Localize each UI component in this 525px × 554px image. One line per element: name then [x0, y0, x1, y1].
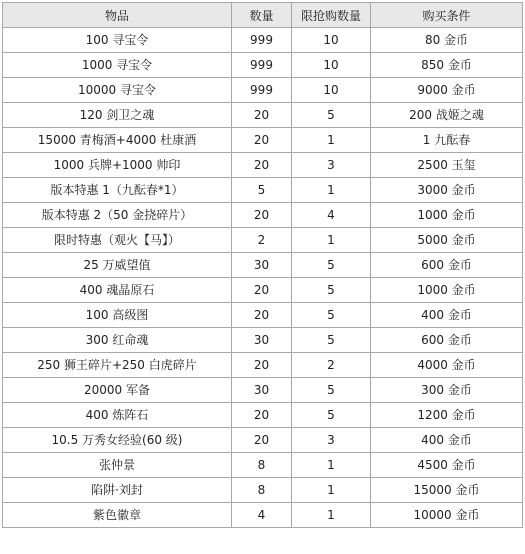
- cell-quantity: 5: [232, 178, 292, 203]
- cell-price: 850 金币: [371, 53, 523, 78]
- cell-item: 限时特惠（观火【马】）: [3, 228, 232, 253]
- table-row: [3, 128, 523, 153]
- cell-purchase-limit: 5: [292, 103, 371, 128]
- cell-price: 600 金币: [371, 328, 523, 353]
- cell-price: 400 金币: [371, 303, 523, 328]
- cell-item: 100 寻宝令: [3, 28, 232, 53]
- table-row: [3, 378, 523, 403]
- cell-item: 张仲景: [3, 453, 232, 478]
- cell-quantity: 20: [232, 153, 292, 178]
- cell-price: 10000 金币: [371, 503, 523, 528]
- cell-item: 250 狮王碎片+250 白虎碎片: [3, 353, 232, 378]
- cell-price: 2500 玉玺: [371, 153, 523, 178]
- cell-purchase-limit: 5: [292, 278, 371, 303]
- cell-quantity: 20: [232, 303, 292, 328]
- cell-item: 400 炼阵石: [3, 403, 232, 428]
- cell-price: 400 金币: [371, 428, 523, 453]
- cell-quantity: 20: [232, 128, 292, 153]
- cell-quantity: 999: [232, 28, 292, 53]
- table-row: [3, 453, 523, 478]
- table-row: [3, 503, 523, 528]
- table-row: [3, 103, 523, 128]
- cell-price: 300 金币: [371, 378, 523, 403]
- cell-quantity: 20: [232, 403, 292, 428]
- table-row: [3, 353, 523, 378]
- cell-purchase-limit: 5: [292, 328, 371, 353]
- cell-price: 3000 金币: [371, 178, 523, 203]
- cell-purchase-limit: 10: [292, 53, 371, 78]
- cell-purchase-limit: 1: [292, 503, 371, 528]
- table-row: [3, 53, 523, 78]
- cell-quantity: 30: [232, 378, 292, 403]
- cell-item: 10000 寻宝令: [3, 78, 232, 103]
- cell-price: 15000 金币: [371, 478, 523, 503]
- cell-item: 陷阱·刘封: [3, 478, 232, 503]
- table-row: [3, 303, 523, 328]
- cell-price: 4000 金币: [371, 353, 523, 378]
- header-price: 购买条件: [371, 3, 523, 28]
- cell-item: 300 红命魂: [3, 328, 232, 353]
- cell-price: 5000 金币: [371, 228, 523, 253]
- cell-price: 4500 金币: [371, 453, 523, 478]
- cell-purchase-limit: 3: [292, 153, 371, 178]
- cell-item: 1000 兵牌+1000 帅印: [3, 153, 232, 178]
- cell-purchase-limit: 1: [292, 478, 371, 503]
- table-row: [3, 78, 523, 103]
- cell-item: 400 魂晶原石: [3, 278, 232, 303]
- cell-item: 25 万威望值: [3, 253, 232, 278]
- shop-table-container: [2, 2, 522, 528]
- cell-price: 1200 金币: [371, 403, 523, 428]
- cell-price: 1000 金币: [371, 278, 523, 303]
- cell-purchase-limit: 5: [292, 403, 371, 428]
- table-header-row: [3, 3, 523, 28]
- cell-quantity: 8: [232, 478, 292, 503]
- cell-price: 600 金币: [371, 253, 523, 278]
- cell-price: 200 战姬之魂: [371, 103, 523, 128]
- cell-purchase-limit: 5: [292, 253, 371, 278]
- cell-item: 紫色徽章: [3, 503, 232, 528]
- cell-purchase-limit: 10: [292, 78, 371, 103]
- table-row: [3, 253, 523, 278]
- cell-quantity: 20: [232, 203, 292, 228]
- table-row: [3, 278, 523, 303]
- cell-item: 1000 寻宝令: [3, 53, 232, 78]
- header-purchase-limit: 限抢购数量: [292, 3, 371, 28]
- cell-purchase-limit: 5: [292, 303, 371, 328]
- cell-quantity: 999: [232, 53, 292, 78]
- table-row: [3, 403, 523, 428]
- cell-quantity: 2: [232, 228, 292, 253]
- cell-purchase-limit: 2: [292, 353, 371, 378]
- cell-quantity: 20: [232, 428, 292, 453]
- cell-quantity: 999: [232, 78, 292, 103]
- cell-item: 版本特惠 1（九酝春*1）: [3, 178, 232, 203]
- cell-item: 100 高级图: [3, 303, 232, 328]
- cell-purchase-limit: 10: [292, 28, 371, 53]
- cell-price: 80 金币: [371, 28, 523, 53]
- table-row: [3, 328, 523, 353]
- header-item: 物品: [3, 3, 232, 28]
- cell-purchase-limit: 5: [292, 378, 371, 403]
- table-row: [3, 153, 523, 178]
- table-row: [3, 28, 523, 53]
- cell-item: 版本特惠 2（50 金挠碎片）: [3, 203, 232, 228]
- cell-quantity: 20: [232, 353, 292, 378]
- cell-quantity: 30: [232, 328, 292, 353]
- cell-quantity: 8: [232, 453, 292, 478]
- cell-price: 1000 金币: [371, 203, 523, 228]
- table-row: [3, 428, 523, 453]
- table-row: [3, 178, 523, 203]
- header-quantity: 数量: [232, 3, 292, 28]
- cell-purchase-limit: 1: [292, 453, 371, 478]
- table-row: [3, 203, 523, 228]
- cell-item: 10.5 万秀女经验(60 级): [3, 428, 232, 453]
- cell-item: 20000 军备: [3, 378, 232, 403]
- cell-item: 120 剑卫之魂: [3, 103, 232, 128]
- cell-purchase-limit: 1: [292, 128, 371, 153]
- cell-purchase-limit: 4: [292, 203, 371, 228]
- cell-purchase-limit: 1: [292, 228, 371, 253]
- shop-table: [2, 2, 523, 528]
- table-row: [3, 478, 523, 503]
- cell-quantity: 4: [232, 503, 292, 528]
- cell-quantity: 20: [232, 103, 292, 128]
- cell-price: 1 九酝春: [371, 128, 523, 153]
- table-row: [3, 228, 523, 253]
- cell-price: 9000 金币: [371, 78, 523, 103]
- cell-purchase-limit: 1: [292, 178, 371, 203]
- cell-purchase-limit: 3: [292, 428, 371, 453]
- cell-item: 15000 青梅酒+4000 杜康酒: [3, 128, 232, 153]
- cell-quantity: 30: [232, 253, 292, 278]
- cell-quantity: 20: [232, 278, 292, 303]
